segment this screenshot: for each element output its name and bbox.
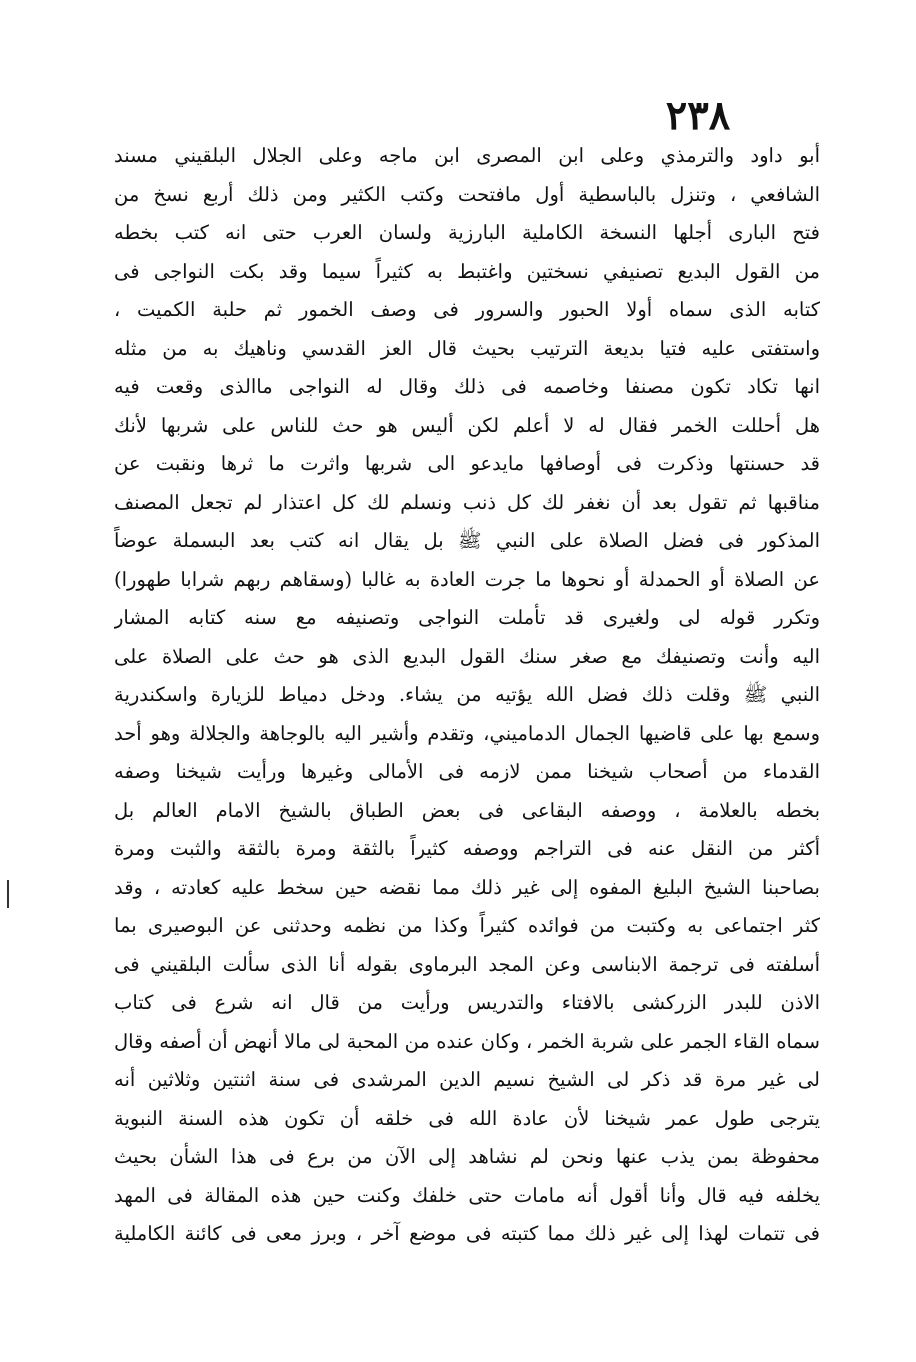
text-line: اليه وأنت وتصنيفك مع صغر سنك القول البديع الذى هو حث على الصلاة على <box>114 644 820 668</box>
text-line: هل أحللت الخمر فقال له لا أعلم لكن أليس هو حث للناس على شربها لأنك <box>114 413 820 437</box>
scan-edge-mark <box>7 880 9 908</box>
text-line: أبو داود والترمذي وعلى ابن المصرى ابن ماجه وعلى الجلال البلقيني مسند <box>114 144 820 167</box>
text-line: يخلفه فيه قال وأنا أقول أنه مامات حتى خلفك وكنت حين هذه المقالة فى المهد <box>114 1183 820 1207</box>
text-line: يترجى طول عمر شيخنا لأن عادة الله فى خلقه أن تكون هذه السنة النبوية <box>114 1106 820 1130</box>
text-line: النبي ﷺ وقلت ذلك فضل الله يؤتيه من يشاء. ودخل دمياط للزيارة واسكندرية <box>114 683 820 706</box>
text-line: الشافعي ، وتنزل بالباسطية أول مافتحت وكتب الكثير ومن ذلك أربع نسخ من <box>114 182 820 206</box>
text-line: انها تكاد تكون مصنفا وخاصمه فى ذلك وقال له النواجى ماالذى وقعت فيه <box>114 375 820 398</box>
text-line: بصاحبنا الشيخ البليغ المفوه إلى غير ذلك مما نقضه حين سخط عليه كعادته ، وقد <box>114 875 820 899</box>
text-line: وتكرر قوله لى ولغيرى قد تأملت النواجى وتصنيفه مع سنه كتابه المشار <box>114 606 820 629</box>
text-line: المذكور فى فضل الصلاة على النبي ﷺ بل يقال انه كتب بعد البسملة عوضاً <box>114 529 820 552</box>
text-line: واستفتى عليه فتيا بديعة الترتيب بحيث قال العز القدسي وناهيك به من مثله <box>114 336 820 360</box>
page-number: ٢٣٨ <box>665 92 731 139</box>
text-line: أكثر من النقل عنه فى التراجم ووصفه كثيراً بالثقة ومرة بالثقة والثبت ومرة <box>114 837 820 860</box>
text-line: وسمع بها على قاضيها الجمال الدماميني، وتقدم وأشير اليه بالوجاهة والجلالة وهو أحد <box>114 721 820 745</box>
text-line: أسلفته فى ترجمة الابناسى وعن المجد البرماوى بقوله أنا الذى سألت البلقيني فى <box>114 952 820 976</box>
text-line: الاذن للبدر الزركشى بالافتاء والتدريس ورأيت من قال انه شرع فى كتاب <box>114 991 820 1014</box>
text-line: من القول البديع تصنيفي نسختين واغتبط به كثيراً سيما وقد بكت النواجى فى <box>114 259 820 283</box>
text-line: كثر اجتماعى به وكتبت من فوائده كثيراً وكذا من نظمه وحدثنى عن البوصيرى بما <box>114 914 820 937</box>
body-text <box>114 137 820 1254</box>
text-line: كتابه الذى سماه أولا الحبور والسرور فى وصف الخمور ثم حلبة الكميت ، <box>114 298 820 321</box>
text-line: سماه القاء الجمر على شربة الخمر ، وكان عنده من المحبة لى مالا أنهض أن أصفه وقال <box>114 1029 820 1053</box>
text-line: فتح البارى أجلها النسخة الكاملية البارزية ولسان العرب حتى انه كتب بخطه <box>114 221 820 244</box>
text-line: فى تتمات لهذا إلى غير ذلك مما كتبته فى موضع آخر ، وبرز معى فى كائنة الكاملية <box>114 1222 820 1245</box>
text-line: القدماء من أصحاب شيخنا ممن لازمه فى الأمالى وغيرها ورأيت شيخنا وصفه <box>114 760 820 783</box>
text-line: بخطه بالعلامة ، ووصفه البقاعى فى بعض الطباق بالشيخ الامام العالم بل <box>114 798 820 822</box>
text-line: لى غير مرة قد ذكر لى الشيخ نسيم الدين المرشدى فى سنة اثنتين وثلاثين أنه <box>114 1068 820 1091</box>
text-line: محفوظة بمن يذب عنها ونحن لم نشاهد إلى الآن من برع فى هذا الشأن بحيث <box>114 1145 820 1168</box>
text-line: عن الصلاة أو الحمدلة أو نحوها ما جرت العادة به غالبا (وسقاهم ربهم شرابا طهورا) <box>114 567 820 591</box>
text-line: مناقبها ثم تقول بعد أن نغفر لك كل ذنب ونسلم لك كل اعتذار لم تجعل المصنف <box>114 490 820 514</box>
text-line: قد حسنتها وذكرت فى أوصافها مايدعو الى شربها واثرت ما ثرها ونقبت عن <box>114 452 820 475</box>
